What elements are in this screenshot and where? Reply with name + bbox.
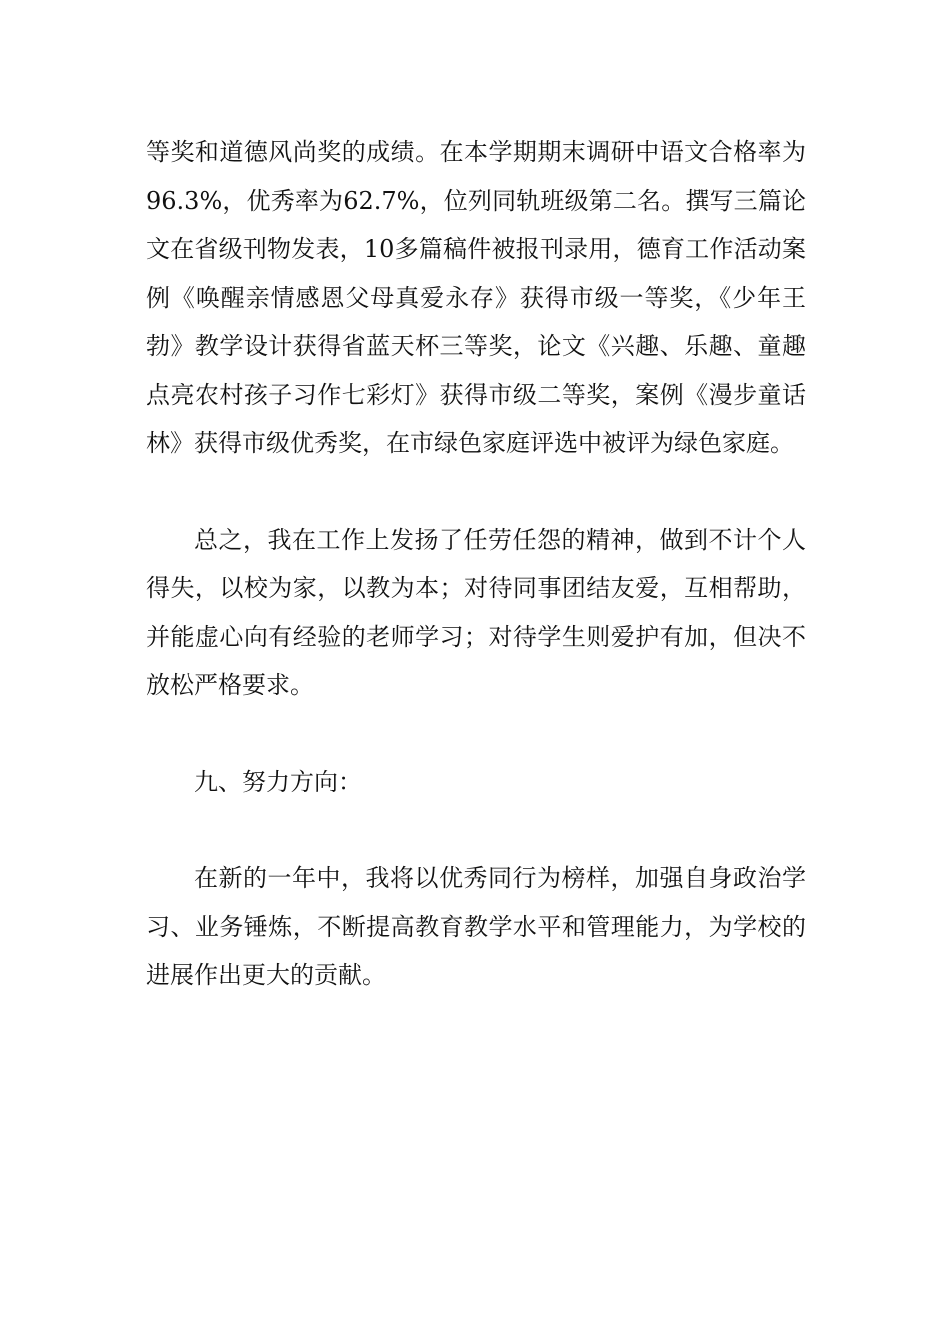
paragraph-future-plan: 在新的一年中，我将以优秀同行为榜样，加强自身政治学习、业务锤炼，不断提高教育教学水平和管理能力，为学校的进展作出更大的贡献。 — [146, 864, 806, 989]
section-heading-direction: 九、努力方向： — [194, 767, 362, 796]
document-body — [146, 128, 806, 1000]
paragraph-achievements: 等奖和道德风尚奖的成绩。在本学期期末调研中语文合格率为96.3%，优秀率为62.7%，位列同轨班级第二名。撰写三篇论文在省级刊物发表，10多篇稿件被报刊录用，德育工作活动案例《唤醒亲情感恩父母真爱永存》获得市级一等奖，《少年王勃》教学设计获得省蓝天杯三等奖，论文《兴趣、乐趣、童趣点亮农村孩子习作七彩灯》获得市级二等奖，案例《漫步童话林》获得市级优秀奖，在市绿色家庭评选中被评为绿色家庭。 — [146, 138, 806, 457]
paragraph-summary: 总之，我在工作上发扬了任劳任怨的精神，做到不计个人得失，以校为家，以教为本；对待同事团结友爱，互相帮助，并能虚心向有经验的老师学习；对待学生则爱护有加，但决不放松严格要求。 — [146, 525, 806, 699]
